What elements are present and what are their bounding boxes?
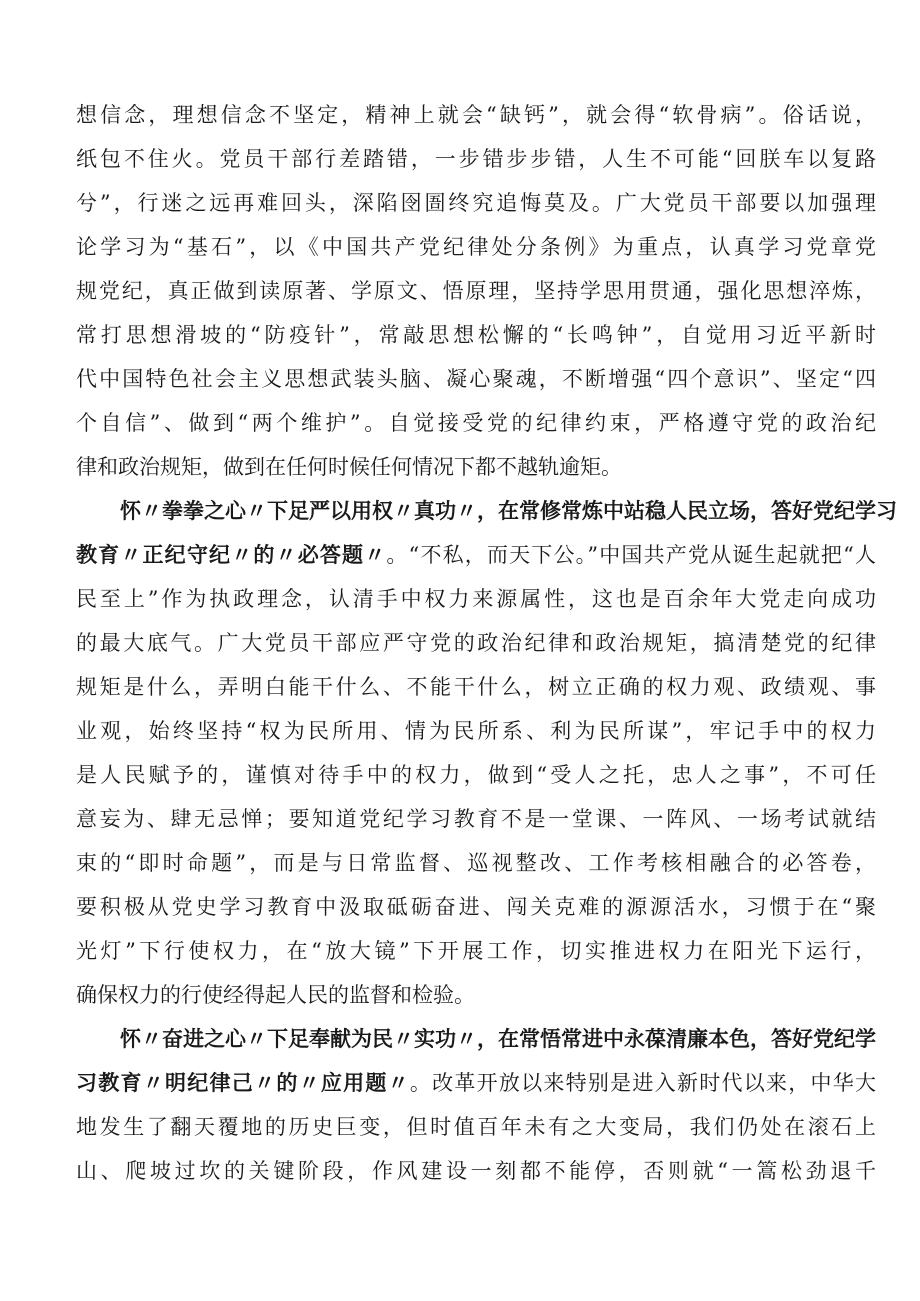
paragraph-2-heading-line-1 — [120, 489, 897, 533]
paragraph-2-line-5: 规矩是什么，弄明白能干什么、不能干什么，树立正确的权力观、政绩观、事 — [76, 675, 876, 699]
paragraph-2-line-11: 光灯”下行使权力，在“放大镜”下开展工作，切实推进权力在阳光下运行， — [76, 939, 876, 963]
paragraph-2-line-4: 的最大底气。广大党员干部应严守党的政治纪律和政治规矩，搞清楚党的纪律 — [76, 631, 876, 655]
paragraph-3-line-2: 习教育〃明纪律己〃的〃应用题〃。改革开放以来特别是进入新时代以来，中华大 — [76, 1071, 877, 1095]
paragraph-2-line-7: 是人民赋予的，谨慎对待手中的权力，做到“受人之托，忠人之事”，不可任 — [76, 763, 876, 787]
paragraph-1-line-2: 纸包不住火。党员干部行差踏错，一步错步步错，人生不可能“回朕车以复路 — [76, 147, 876, 171]
paragraph-2-heading-bold-end: 教育〃正纪守纪〃的〃必答题〃 — [76, 543, 387, 567]
paragraph-3-heading-line-1 — [120, 1017, 876, 1061]
paragraph-1-line-6: 常打思想滑坡的“防疫针”，常敲思想松懈的“长鸣钟”，自觉用习近平新时 — [76, 323, 876, 347]
paragraph-2-line-6: 业观，始终坚持“权为民所用、情为民所系、利为民所谋”，牢记手中的权力 — [76, 719, 876, 743]
paragraph-2-line-12: 确保权力的行使经得起人民的监督和检验。 — [76, 983, 475, 1007]
paragraph-1-line-4: 论学习为“基石”，以《中国共产党纪律处分条例》为重点，认真学习党章党 — [76, 235, 876, 259]
paragraph-1-line-7: 代中国特色社会主义思想武装头脑、凝心聚魂，不断增强“四个意识”、坚定“四 — [76, 367, 876, 391]
paragraph-3-heading-bold-end: 习教育〃明纪律己〃的〃应用题〃 — [76, 1071, 410, 1095]
paragraph-2-heading-bold: 怀〃拳拳之心〃下足严以用权〃真功〃，在常修常炼中站稳人民立场，答好党纪学习 — [120, 499, 897, 523]
paragraph-2-line-9: 束的“即时命题”，而是与日常监督、巡视整改、工作考核相融合的必答卷， — [76, 851, 876, 875]
paragraph-2-line-10: 要积极从党史学习教育中汲取砥砺奋进、闯关克难的源源活水，习惯于在“聚 — [76, 895, 876, 919]
paragraph-1-line-5: 规党纪，真正做到读原著、学原文、悟原理，坚持学思用贯通，强化思想淬炼， — [76, 279, 876, 303]
paragraph-2-line-8: 意妄为、肆无忌惮；要知道党纪学习教育不是一堂课、一阵风、一场考试就结 — [76, 807, 876, 831]
paragraph-3-line-4: 山、爬坡过坎的关键阶段，作风建设一刻都不能停，否则就“一篙松劲退千 — [76, 1159, 876, 1183]
paragraph-1-line-1: 想信念，理想信念不坚定，精神上就会“缺钙”，就会得“软骨病”。俗话说， — [76, 103, 876, 127]
paragraph-2-line-3: 民至上”作为执政理念，认清手中权力来源属性，这也是百余年大党走向成功 — [76, 587, 876, 611]
paragraph-1-line-3: 兮”，行迷之远再难回头，深陷囹圄终究追悔莫及。广大党员干部要以加强理 — [76, 191, 876, 215]
paragraph-3-line-3: 地发生了翻天覆地的历史巨变，但时值百年未有之大变局，我们仍处在滚石上 — [76, 1115, 876, 1139]
paragraph-3-heading-bold: 怀〃奋进之心〃下足奉献为民〃实功〃，在常悟常进中永葆清廉本色，答好党纪学 — [120, 1027, 876, 1051]
paragraph-2-line-2: 教育〃正纪守纪〃的〃必答题〃。“不私，而天下公。”中国共产党从诞生起就把“人 — [76, 543, 877, 567]
paragraph-1-line-9: 律和政治规矩，做到在任何时候任何情况下都不越轨逾矩。 — [76, 455, 622, 479]
paragraph-1-line-8: 个自信”、做到“两个维护”。自觉接受党的纪律约束，严格遵守党的政治纪 — [76, 411, 876, 435]
